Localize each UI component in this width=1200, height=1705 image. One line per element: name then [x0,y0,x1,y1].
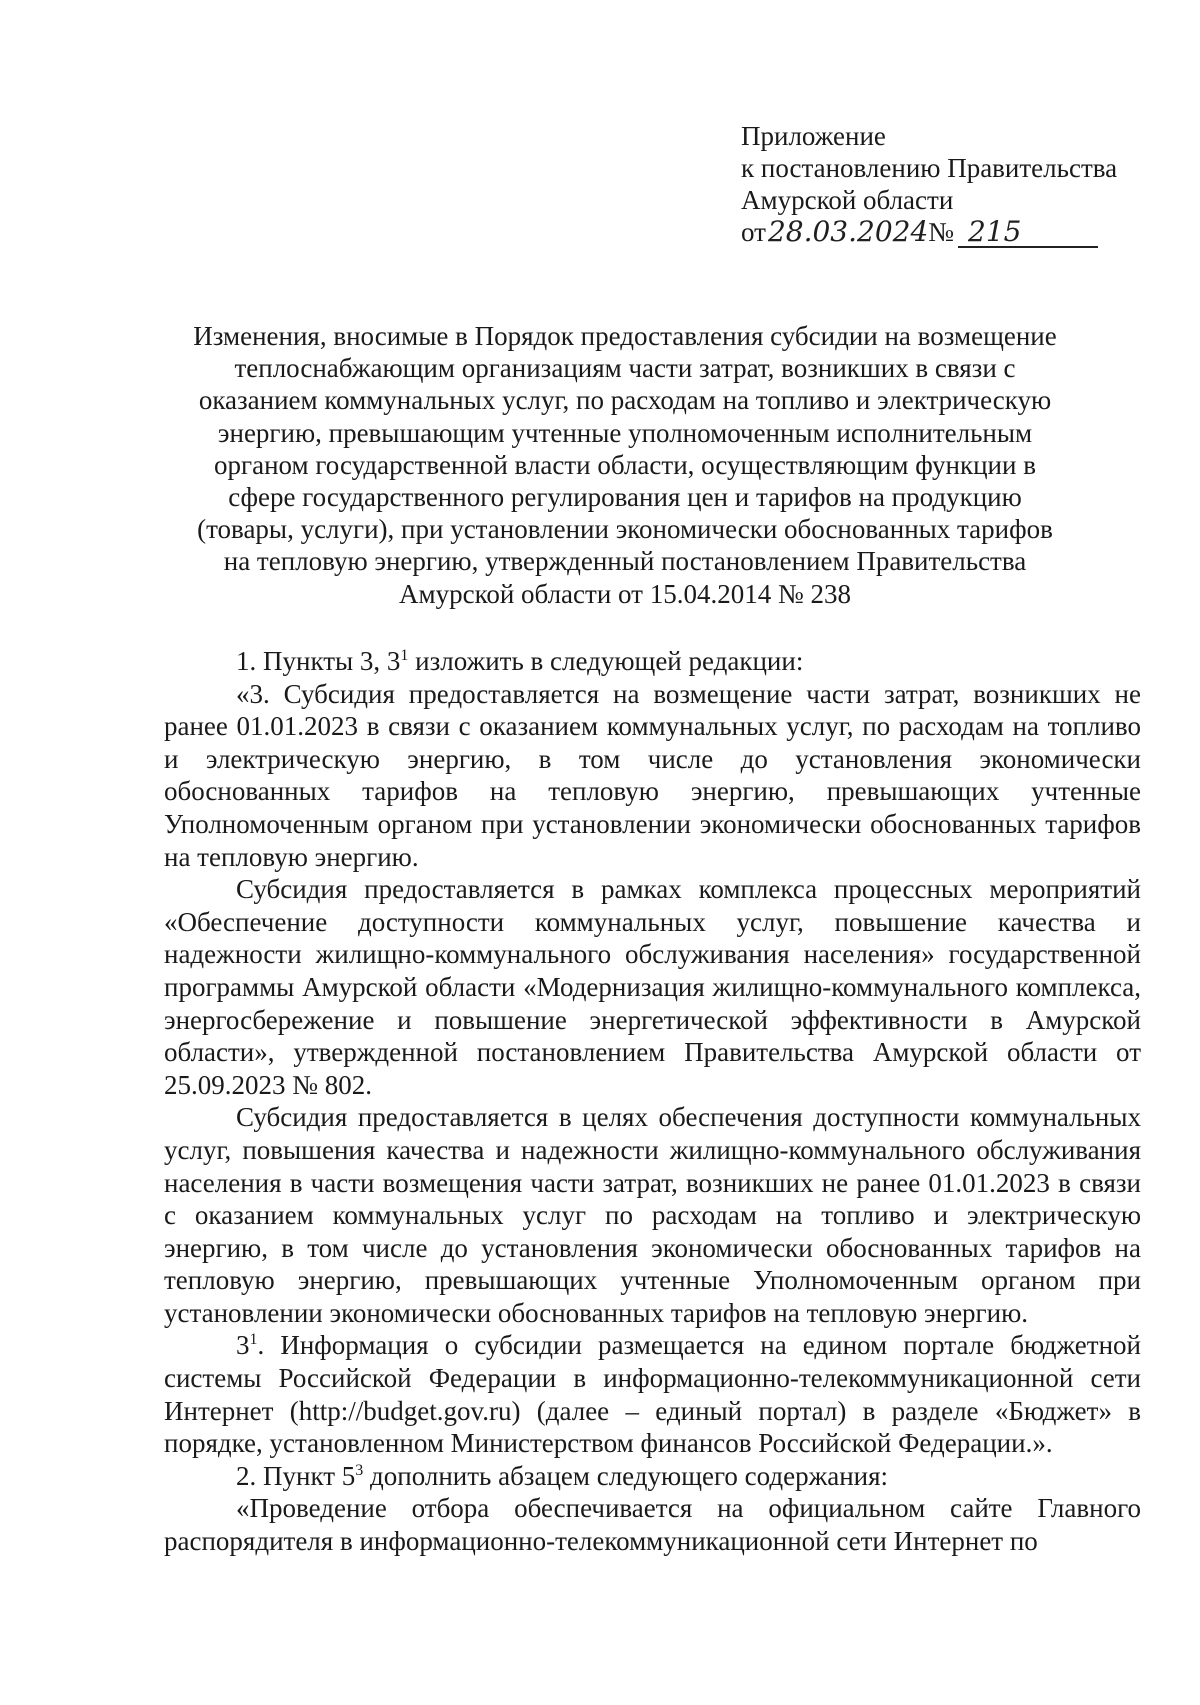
title-line: энергию, превышающим учтенные уполномоченным исполнительным [217,417,1033,448]
appendix-date-number-row [741,216,1117,248]
paragraph-item-2 [164,1460,1141,1493]
paragraph-text: дополнить абзацем следующего содержания: [363,1460,889,1491]
title-line: сфере государственного регулирования цен и тарифов на продукцию [228,482,1022,513]
paragraph-point-3: «3. Субсидия предоставляется на возмещение части затрат, возникших не ранее 01.01.2023 в связи с оказанием коммунальных услуг, по расходам на топливо и электрическую энергию, в том числе до установления экономически обоснованных тарифов на тепловую энергию, превышающих учтенные Уполномоченным органом при установлении экономически обоснованных тарифов на тепловую энергию. [164,678,1141,872]
title-line: на тепловую энергию, утвержденный постановлением Правительства [223,546,1027,577]
title-line: теплоснабжающим организациям части затрат, возникших в связи с [234,353,1016,384]
paragraph-text: 2. Пункт 5 [236,1460,356,1491]
paragraph-text: 1. Пункты 3, 3 [236,646,401,676]
superscript: 1 [249,1331,258,1349]
paragraph-purpose: Субсидия предоставляется в целях обеспечения доступности коммунальных услуг, повышения качества и надежности жилищно-коммунального обслуживания населения в части возмещения части затрат, возникших не ранее 01.01.2023 в связи с оказанием коммунальных услуг по расходам на топливо и электрическую энергию, в том числе до установления экономически обоснованных тарифов на тепловую энергию, превышающих учтенные Уполномоченным органом при установлении экономически обоснованных тарифов на тепловую энергию. [164,1102,1141,1328]
superscript: 1 [400,647,409,664]
title-line: (товары, услуги), при установлении экономически обоснованных тарифов [197,514,1053,545]
document-body [164,645,1141,1558]
paragraph-program: Субсидия предоставляется в рамках комплекса процессных мероприятий «Обеспечение доступности коммунальных услуг, повышение качества и надежности жилищно-коммунального обслуживания населения» государственной программы Амурской области «Модернизация жилищно-коммунального комплекса, энергосбережение и повышение энергетической эффективности в Амурской области», утвержденной постановлением Правительства Амурской области от 25.09.2023 № 802. [164,874,1141,1100]
paragraph-text: изложить в следующей редакции: [408,646,804,676]
paragraph-point-3-1 [164,1329,1141,1459]
document-title [150,320,1100,610]
handwritten-date: 28.03.2024 [767,215,929,248]
appendix-line-3: Амурской области [741,185,954,215]
from-label: от [741,217,766,247]
title-line: Амурской области от 15.04.2014 № 238 [399,578,851,609]
title-line: Изменения, вносимые в Порядок предоставления субсидии на возмещение [193,321,1057,351]
paragraph-selection: «Проведение отбора обеспечивается на официальном сайте Главного распорядителя в информационно-телекоммуникационной сети Интернет по [164,1493,1141,1557]
paragraph-text: . Информация о субсидии размещается на едином портале бюджетной системы Российской Федерации в информационно-телекоммуникационной сети Интернет (http://budget.gov.ru) (далее – единый портал) в разделе «Бюджет» в порядке, установленном Министерством финансов Российской Федерации.». [164,1330,1141,1459]
superscript: 3 [355,1461,364,1479]
paragraph-number: 3 [236,1330,250,1361]
handwritten-number: 215 [958,218,1098,248]
number-sign: № [928,217,955,247]
paragraph-item-1 [164,645,1141,678]
appendix-line-1: Приложение [741,121,886,151]
title-line: органом государственной власти области, осуществляющим функции в [214,449,1036,480]
title-line: оказанием коммунальных услуг, по расходам на топливо и электрическую [198,385,1052,416]
appendix-line-2: к постановлению Правительства [741,153,1118,183]
appendix-block [741,120,1117,248]
